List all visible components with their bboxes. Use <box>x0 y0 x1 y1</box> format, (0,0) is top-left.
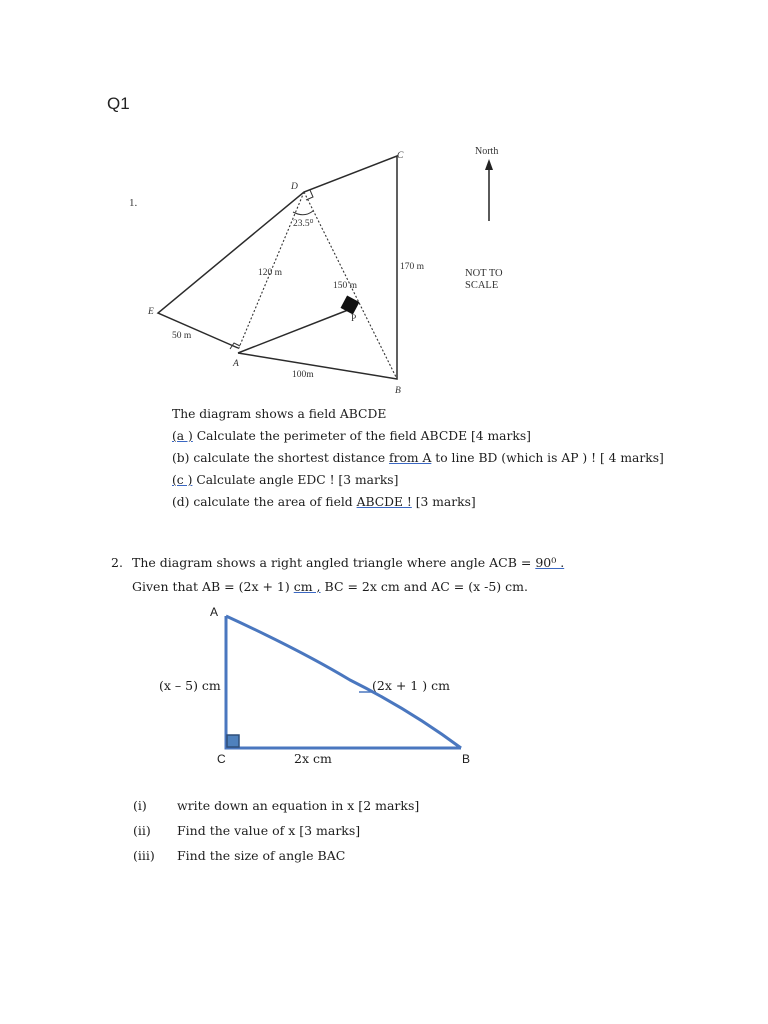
vertex-E: E <box>148 307 154 317</box>
not-to-scale-line1: NOT TO <box>465 268 503 279</box>
triangle-vertex-A: A <box>210 605 219 619</box>
triangle-vertex-B: B <box>462 752 471 766</box>
vertex-C: C <box>397 151 404 161</box>
q1-part-c-label: (c ) <box>172 473 193 487</box>
q1-part-b-prefix: (b) calculate the shortest distance <box>172 451 390 465</box>
q1-part-a-text: Calculate the perimeter of the field ABCDE [4 marks] <box>192 429 531 443</box>
q1-part-d-suffix: [3 marks] <box>411 495 476 509</box>
q2-part-i-num: (i) <box>133 798 147 813</box>
point-P: P <box>351 314 357 324</box>
vertex-A: A <box>233 359 239 369</box>
q1-intro: The diagram shows a field ABCDE <box>172 407 387 421</box>
side-AC-label: (x – 5) cm <box>159 678 221 693</box>
q2-part-i-text: write down an equation in x [2 marks] <box>177 798 420 813</box>
q1-part-b-underlined: from A <box>389 451 432 465</box>
length-DA: 120 m <box>258 268 283 278</box>
length-EA: 50 m <box>172 331 192 341</box>
q2-part-ii-text: Find the value of x [3 marks] <box>177 823 361 838</box>
q2-part-iii-num: (iii) <box>133 848 155 863</box>
length-CB: 170 m <box>400 262 425 272</box>
question-number-1: 1. <box>129 197 138 209</box>
side-AB-label: (2x + 1 ) cm <box>372 678 450 693</box>
length-AB: 100m <box>292 370 314 380</box>
length-DP: 150 m <box>333 281 358 291</box>
q1-part-a-label: (a ) <box>172 429 193 443</box>
q1-part-d-underlined: ABCDE ! <box>356 495 412 509</box>
right-angle-marker <box>227 735 239 747</box>
q2-line2-underlined: cm , <box>293 579 321 594</box>
north-label: North <box>475 146 499 157</box>
angle-label: 23.5⁰ <box>293 219 314 229</box>
q2-line2-prefix: Given that AB = (2x + 1) <box>132 579 294 594</box>
q2-line1-underlined: 90⁰ . <box>535 555 565 570</box>
q2-number: 2. <box>111 555 123 570</box>
question-heading: Q1 <box>107 94 130 113</box>
not-to-scale-line2: SCALE <box>465 280 499 291</box>
q2-line2-suffix: BC = 2x cm and AC = (x -5) cm. <box>320 579 528 594</box>
triangle-vertex-C: C <box>217 752 226 766</box>
q2-part-iii-text: Find the size of angle BAC <box>177 848 346 863</box>
q2-part-ii-num: (ii) <box>133 823 151 838</box>
q2-line1-prefix: The diagram shows a right angled triangle where angle ACB = <box>132 555 536 570</box>
vertex-B: B <box>395 386 401 396</box>
side-BC-label: 2x cm <box>294 751 332 766</box>
q1-part-b-suffix: to line BD (which is AP ) ! [ 4 marks] <box>431 451 664 465</box>
vertex-D: D <box>291 182 298 192</box>
q1-part-d-prefix: (d) calculate the area of field <box>172 495 357 509</box>
q1-part-c-text: Calculate angle EDC ! [3 marks] <box>192 473 399 487</box>
